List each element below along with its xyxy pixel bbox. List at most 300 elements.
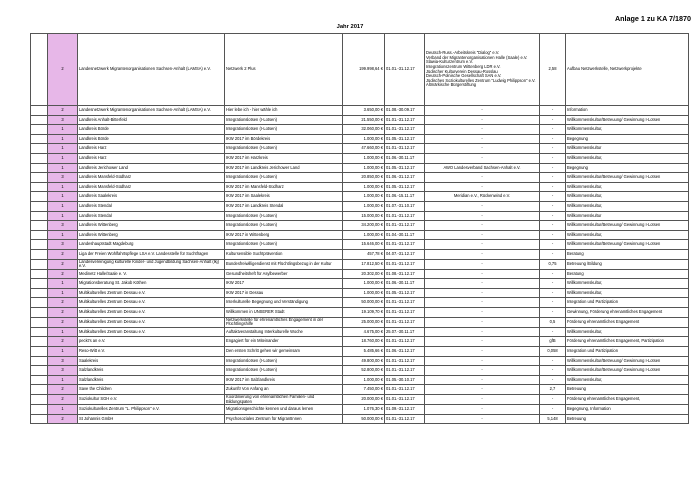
organization-cell: Landkreis Börde (78, 134, 225, 144)
row-margin-cell (31, 317, 48, 327)
field-cell: Begegnung, Information (566, 405, 689, 415)
field-cell: Gewinnung, Förderung ehrenamtliches Engagement (566, 308, 689, 318)
partners-cell: - (425, 375, 540, 385)
period-cell: 01.06.-30.11.17 (385, 279, 425, 289)
field-cell: Willkommenskultur, (566, 192, 689, 202)
organization-cell: Landkreis Stendal (78, 201, 225, 211)
staff-cell: - (540, 298, 566, 308)
period-cell: 01.01.-31.12.17 (385, 115, 425, 125)
field-cell: Willkommenskultur, (566, 288, 689, 298)
project-cell: IKW 2017 (225, 279, 343, 289)
category-cell: 1 (48, 125, 78, 135)
staff-cell: gfB (540, 337, 566, 347)
staff-cell: - (540, 106, 566, 116)
project-cell: Integrationslotsen (I-Lotsen) (225, 144, 343, 154)
organization-cell: Multikulturelles Zentrum Dessau e.V. (78, 288, 225, 298)
amount-cell: 25.000,00 € (343, 317, 385, 327)
project-cell: Integrationslotsen (I-Lotsen) (225, 356, 343, 366)
staff-cell: - (540, 134, 566, 144)
project-cell: Bundesfreiwilligendienst mit Flüchtlingsbezug in der Kultur (225, 259, 343, 269)
category-cell: 1 (48, 134, 78, 144)
amount-cell: 199.998,64 € (343, 34, 385, 106)
category-cell: 1 (48, 163, 78, 173)
row-margin-cell (31, 347, 48, 357)
field-cell: Information (566, 106, 689, 116)
partners-cell: - (425, 405, 540, 415)
partners-cell: - (425, 221, 540, 231)
partners-cell: - (425, 308, 540, 318)
organization-cell: Landkreis Wittenberg (78, 230, 225, 240)
partners-cell: - (425, 182, 540, 192)
amount-cell: 1.000,00 € (343, 288, 385, 298)
amount-cell: 1.000,00 € (343, 375, 385, 385)
category-cell: 2 (48, 414, 78, 424)
amount-cell: 47.660,00 € (343, 144, 385, 154)
partners-cell: - (425, 337, 540, 347)
organization-cell: Save the Children (78, 385, 225, 395)
organization-cell: Landkreis Harz (78, 153, 225, 163)
staff-cell: - (540, 125, 566, 135)
project-cell: Integrationslotsen (I-Lotsen) (225, 211, 343, 221)
amount-cell: 15.646,00 € (343, 240, 385, 250)
project-cell: IKW 2017 im Harzkreis (225, 153, 343, 163)
table-row (31, 134, 689, 144)
category-cell: 2 (48, 259, 78, 269)
project-cell: Hier lebe ich - hier wähle ich (225, 106, 343, 116)
period-cell: 01.08.-30.09.17 (385, 106, 425, 116)
period-cell: 01.06.-15.11.17 (385, 192, 425, 202)
field-cell: Förderung ehrenamtliches Engagement (566, 317, 689, 327)
table-row (31, 211, 689, 221)
partners-cell: - (425, 317, 540, 327)
staff-cell: - (540, 356, 566, 366)
period-cell: 01.06.-30.11.17 (385, 153, 425, 163)
period-cell: 01.01.-31.12.17 (385, 385, 425, 395)
row-margin-cell (31, 125, 48, 135)
table-row (31, 230, 689, 240)
staff-cell: 0,75 (540, 259, 566, 269)
category-cell: 1 (48, 375, 78, 385)
row-margin-cell (31, 106, 48, 116)
amount-cell: 34.200,00 € (343, 221, 385, 231)
project-cell: Willkommen in UNSERER Stadt (225, 308, 343, 318)
project-cell: IKW 2017 in Wittenberg (225, 230, 343, 240)
table-row (31, 106, 689, 116)
period-cell: 01.08.-31.12.17 (385, 269, 425, 279)
row-margin-cell (31, 115, 48, 125)
partners-cell: - (425, 327, 540, 337)
partners-cell: - (425, 134, 540, 144)
period-cell: 01.04.-30.11.17 (385, 230, 425, 240)
project-cell: Migrationsgeschichte kennen und daraus lernen (225, 405, 343, 415)
amount-cell: 17.812,50 € (343, 259, 385, 269)
project-cell: IKW 2017 im Salzlandkreis (225, 375, 343, 385)
amount-cell: 49.800,00 € (343, 356, 385, 366)
project-cell: Koordinierung von ehrenamtlichen Familien- und Bildungspaten (225, 395, 343, 405)
annex-reference: Anlage 1 zu KA 7/1870 (614, 14, 691, 23)
project-cell: IKW 2017 im Saalekreis (225, 192, 343, 202)
staff-cell: - (540, 230, 566, 240)
category-cell: 1 (48, 405, 78, 415)
category-cell: 1 (48, 347, 78, 357)
row-margin-cell (31, 144, 48, 154)
organization-cell: Multikulturelles Zentrum Dessau e.V. (78, 308, 225, 318)
amount-cell: 19.109,70 € (343, 308, 385, 318)
project-cell: Auftaktveranstaltung Interkulturelle Woche (225, 327, 343, 337)
staff-cell: - (540, 375, 566, 385)
category-cell: 2 (48, 395, 78, 405)
amount-cell: 7.450,00 € (343, 385, 385, 395)
field-cell: Begegnung (566, 163, 689, 173)
partners-cell: - (425, 201, 540, 211)
table-row (31, 144, 689, 154)
category-cell: 2 (48, 385, 78, 395)
partners-cell: - (425, 366, 540, 376)
organization-cell: Landesnetzwerk Migrantenorganisationen Sachsen-Anhalt (LAMSA) e.V. (78, 106, 225, 116)
organization-cell: Multikulturelles Zentrum Dessau e.V. (78, 327, 225, 337)
category-cell: 1 (48, 279, 78, 289)
project-cell: IKW 2017 im Bördekreis (225, 134, 343, 144)
staff-cell: 0,5 (540, 317, 566, 327)
organization-cell: Liga der Freien Wohlfahrtspflege LSA e.V. Landesstelle für Suchtfragen (78, 249, 225, 259)
organization-cell: Landkreis Stendal (78, 211, 225, 221)
row-margin-cell (31, 308, 48, 318)
partners-cell: - (425, 385, 540, 395)
table-row (31, 337, 689, 347)
period-cell: 01.01.-31.12.17 (385, 34, 425, 106)
period-cell: 01.01.-31.12.17 (385, 144, 425, 154)
table-row (31, 414, 689, 424)
row-margin-cell (31, 34, 48, 106)
row-margin-cell (31, 221, 48, 231)
project-cell: Engagiert für ein Miteinander (225, 337, 343, 347)
partners-cell: AWO Landesverband Sachsen-Anhalt e.V. (425, 163, 540, 173)
row-margin-cell (31, 192, 48, 202)
amount-cell: 1.000,00 € (343, 134, 385, 144)
project-cell: Integrationslotsen (I-Lotsen) (225, 173, 343, 183)
row-margin-cell (31, 288, 48, 298)
partners-cell: - (425, 173, 540, 183)
amount-cell: 20.302,00 € (343, 269, 385, 279)
partners-cell: - (425, 125, 540, 135)
amount-cell: 18.760,00 € (343, 337, 385, 347)
table-body (31, 34, 689, 424)
field-cell: Willkommenskultur, (566, 153, 689, 163)
field-cell: Betreuung (566, 385, 689, 395)
table-row (31, 356, 689, 366)
row-margin-cell (31, 163, 48, 173)
table-row (31, 240, 689, 250)
row-margin-cell (31, 269, 48, 279)
category-cell: 1 (48, 327, 78, 337)
table-row (31, 308, 689, 318)
table-row (31, 395, 689, 405)
table-row (31, 125, 689, 135)
amount-cell: 1.000,00 € (343, 192, 385, 202)
table-row (31, 221, 689, 231)
period-cell: 01.01.-31.12.17 (385, 221, 425, 231)
project-cell: IKW 2017 im Mansfeld-Südharz (225, 182, 343, 192)
staff-cell: - (540, 327, 566, 337)
funding-table (30, 33, 689, 424)
organization-cell: Reso-Witt e.V. (78, 347, 225, 357)
partners-cell: - (425, 414, 540, 424)
category-cell: 1 (48, 230, 78, 240)
field-cell: Betreuung (566, 414, 689, 424)
staff-cell: - (540, 182, 566, 192)
staff-cell: - (540, 288, 566, 298)
organization-cell: Soziokultur SGH e.V. (78, 395, 225, 405)
table-row (31, 347, 689, 357)
organization-cell: Landesnetzwerk Migrantenorganisationen Sachsen-Anhalt (LAMSA) e.V. (78, 34, 225, 106)
category-cell: 2 (48, 298, 78, 308)
period-cell: 01.01.-31.12.17 (385, 395, 425, 405)
amount-cell: 5.485,66 € (343, 347, 385, 357)
row-margin-cell (31, 211, 48, 221)
organization-cell: Multikulturelles Zentrum Dessau e.V. (78, 298, 225, 308)
category-cell: 2 (48, 337, 78, 347)
category-cell: 1 (48, 182, 78, 192)
row-margin-cell (31, 298, 48, 308)
amount-cell: 4.675,00 € (343, 327, 385, 337)
organization-cell: Salzlandkreis (78, 366, 225, 376)
category-cell: 3 (48, 356, 78, 366)
category-cell: 2 (48, 249, 78, 259)
row-margin-cell (31, 134, 48, 144)
amount-cell: 32.060,00 € (343, 125, 385, 135)
field-cell: Willkommenskultur, (566, 182, 689, 192)
period-cell: 01.01.-31.12.17 (385, 317, 425, 327)
category-cell: 2 (48, 308, 78, 318)
project-cell: Netzwerk 2 Plus (225, 34, 343, 106)
category-cell: 3 (48, 240, 78, 250)
project-cell: IKW 2017 im Landkreis Stendal (225, 201, 343, 211)
staff-cell: - (540, 144, 566, 154)
staff-cell: - (540, 192, 566, 202)
row-margin-cell (31, 201, 48, 211)
table-row (31, 182, 689, 192)
project-cell: Integrationslotsen (I-Lotsen) (225, 125, 343, 135)
organization-cell: Saalekreis (78, 356, 225, 366)
partners-cell: - (425, 269, 540, 279)
field-cell: Willkommenskultur (566, 144, 689, 154)
period-cell: 01.01.-31.12.17 (385, 259, 425, 269)
partners-cell: - (425, 249, 540, 259)
partners-cell: - (425, 279, 540, 289)
table-row (31, 163, 689, 173)
category-cell: 2 (48, 34, 78, 106)
table-row (31, 385, 689, 395)
field-cell: Willkommenskultur, (566, 125, 689, 135)
category-cell: 3 (48, 115, 78, 125)
staff-cell: 2,7 (540, 385, 566, 395)
partners-cell: - (425, 356, 540, 366)
project-cell: Den ersten Schritt gehen wir gemeinsam (225, 347, 343, 357)
amount-cell: 1.000,00 € (343, 153, 385, 163)
field-cell: Willkommenskultur, (566, 230, 689, 240)
project-cell: Integrationslotsen (I-Lotsen) (225, 115, 343, 125)
partners-cell: - (425, 288, 540, 298)
project-cell: IKW 2017 im Landkreis Jerichower Land (225, 163, 343, 173)
field-cell: Willkommenskultur, (566, 375, 689, 385)
table-row (31, 34, 689, 106)
staff-cell: - (540, 115, 566, 125)
staff-cell: 0,058 (540, 347, 566, 357)
period-cell: 01.01.-31.12.17 (385, 298, 425, 308)
row-margin-cell (31, 153, 48, 163)
field-cell: Willkommenskultur/Betreuung/ Gewinnung I-Lotsen (566, 173, 689, 183)
partners-cell: - (425, 144, 540, 154)
partners-cell: - (425, 240, 540, 250)
staff-cell: 5,148 (540, 414, 566, 424)
staff-cell: - (540, 173, 566, 183)
category-cell: 1 (48, 144, 78, 154)
organization-cell: Salzlandkreis (78, 375, 225, 385)
organization-cell: Landesvereinigung kulturelle Kinder- und Jugendbildung Sachsen-Anhalt (lkj) e.V. (78, 259, 225, 269)
staff-cell: - (540, 366, 566, 376)
organization-cell: Landkreis Börde (78, 125, 225, 135)
field-cell: Willkommenskultur, (566, 201, 689, 211)
field-cell: Integration und Partizipation (566, 347, 689, 357)
organization-cell: Soziokulturelles Zentrum "L. Philippson" e.V. (78, 405, 225, 415)
project-cell: Gesundheitsheft für Asylbewerber (225, 269, 343, 279)
period-cell: 01.01.-31.12.17 (385, 337, 425, 347)
row-margin-cell (31, 414, 48, 424)
table-row (31, 366, 689, 376)
table-row (31, 153, 689, 163)
category-cell: 1 (48, 211, 78, 221)
period-cell: 01.01.-31.12.17 (385, 366, 425, 376)
project-cell: Interkulturelle Begegnung und Verständigung (225, 298, 343, 308)
amount-cell: 1.000,00 € (343, 163, 385, 173)
organization-cell: Medinetz Halle/Saale e. V. (78, 269, 225, 279)
amount-cell: 1.000,00 € (343, 201, 385, 211)
partners-cell: - (425, 347, 540, 357)
period-cell: 01.01.-31.12.17 (385, 240, 425, 250)
partners-cell: - (425, 259, 540, 269)
amount-cell: 3.650,00 € (343, 106, 385, 116)
amount-cell: 52.800,00 € (343, 366, 385, 376)
organization-cell: Landkreis Mansfeld-Südharz (78, 182, 225, 192)
row-margin-cell (31, 327, 48, 337)
partners-cell: - (425, 395, 540, 405)
field-cell: Beratung (566, 269, 689, 279)
project-cell: Netzwerkstelle für ehrenamtliches Engagement in der Flüchtlingshilfe (225, 317, 343, 327)
period-cell: 04.07.-31.12.17 (385, 249, 425, 259)
field-cell: Betreuung /Bildung (566, 259, 689, 269)
table-row (31, 115, 689, 125)
amount-cell: 21.550,00 € (343, 115, 385, 125)
field-cell: Förderung ehrenamtliches Engagement, (566, 395, 689, 405)
row-margin-cell (31, 395, 48, 405)
staff-cell: - (540, 308, 566, 318)
field-cell: Willkommenskultur, (566, 279, 689, 289)
table-row (31, 279, 689, 289)
table-row (31, 269, 689, 279)
amount-cell: 1.076,30 € (343, 405, 385, 415)
period-cell: 01.07.-31.10.17 (385, 201, 425, 211)
project-cell: Kultursensible Suchtprävention (225, 249, 343, 259)
row-margin-cell (31, 230, 48, 240)
period-cell: 01.06.-31.12.17 (385, 173, 425, 183)
field-cell: Willkommenskultur/Betreuung/ Gewinnung I-Lotsen (566, 221, 689, 231)
period-cell: 01.01.-31.12.17 (385, 414, 425, 424)
staff-cell: - (540, 221, 566, 231)
partners-cell: - (425, 298, 540, 308)
table-row (31, 201, 689, 211)
period-cell: 01.06.-31.12.17 (385, 347, 425, 357)
organization-cell: St Johannis GmbH (78, 414, 225, 424)
field-cell: Willkommenskultur/Betreuung/ Gewinnung I-Lotsen (566, 240, 689, 250)
field-cell: Willkommenskultur (566, 211, 689, 221)
year-heading: Jahr 2017 (336, 24, 364, 30)
row-margin-cell (31, 385, 48, 395)
row-margin-cell (31, 249, 48, 259)
category-cell: 3 (48, 173, 78, 183)
amount-cell: 15.000,00 € (343, 211, 385, 221)
period-cell: 01.05.-30.10.17 (385, 375, 425, 385)
table-row (31, 405, 689, 415)
category-cell: 3 (48, 221, 78, 231)
organization-cell: Multikulturelles Zentrum Dessau e.V. (78, 317, 225, 327)
field-cell: Willkommenskultur, (566, 327, 689, 337)
organization-cell: Landkreis Anhalt-Bitterfeld (78, 115, 225, 125)
table-row (31, 375, 689, 385)
category-cell: 2 (48, 317, 78, 327)
organization-cell: Migrationsberatung St. Jakob Köthen (78, 279, 225, 289)
staff-cell: - (540, 240, 566, 250)
partners-cell: - (425, 230, 540, 240)
row-margin-cell (31, 173, 48, 183)
staff-cell: - (540, 405, 566, 415)
partners-cell: - (425, 153, 540, 163)
table-row (31, 192, 689, 202)
table-row (31, 317, 689, 327)
field-cell: Willkommenskultur/Betreuung/ Gewinnung I-Lotsen (566, 366, 689, 376)
organization-cell: Landkreis Saalekreis (78, 192, 225, 202)
organization-cell: peckt's an e.V. (78, 337, 225, 347)
field-cell: Begegnung (566, 134, 689, 144)
project-cell: Integrationslotsen (I-Lotsen) (225, 366, 343, 376)
period-cell: 01.01.-31.12.17 (385, 125, 425, 135)
row-margin-cell (31, 279, 48, 289)
field-cell: Integration und Partizipation (566, 298, 689, 308)
category-cell: 2 (48, 269, 78, 279)
period-cell: 01.09.-31.12.17 (385, 405, 425, 415)
table-row (31, 259, 689, 269)
period-cell: 01.05.-31.12.17 (385, 288, 425, 298)
period-cell: 01.01.-31.12.17 (385, 308, 425, 318)
field-cell: Beratung (566, 249, 689, 259)
organization-cell: Landeshauptstadt Magdeburg (78, 240, 225, 250)
field-cell: Willkommenskultur/Betreuung/ Gewinnung I-Lotsen (566, 356, 689, 366)
organization-cell: Landkreis Jerichower Land (78, 163, 225, 173)
organization-cell: Landkreis Mansfeld-Südharz (78, 173, 225, 183)
category-cell: 1 (48, 192, 78, 202)
organization-cell: Landkreis Wittenberg (78, 221, 225, 231)
table-row (31, 298, 689, 308)
table-row (31, 249, 689, 259)
row-margin-cell (31, 240, 48, 250)
table-row (31, 288, 689, 298)
row-margin-cell (31, 259, 48, 269)
period-cell: 01.01.-31.12.17 (385, 211, 425, 221)
amount-cell: 1.000,00 € (343, 230, 385, 240)
period-cell: 01.05.-31.12.17 (385, 182, 425, 192)
project-cell: IKW 2017 in Dessau (225, 288, 343, 298)
category-cell: 1 (48, 288, 78, 298)
category-cell: 3 (48, 366, 78, 376)
